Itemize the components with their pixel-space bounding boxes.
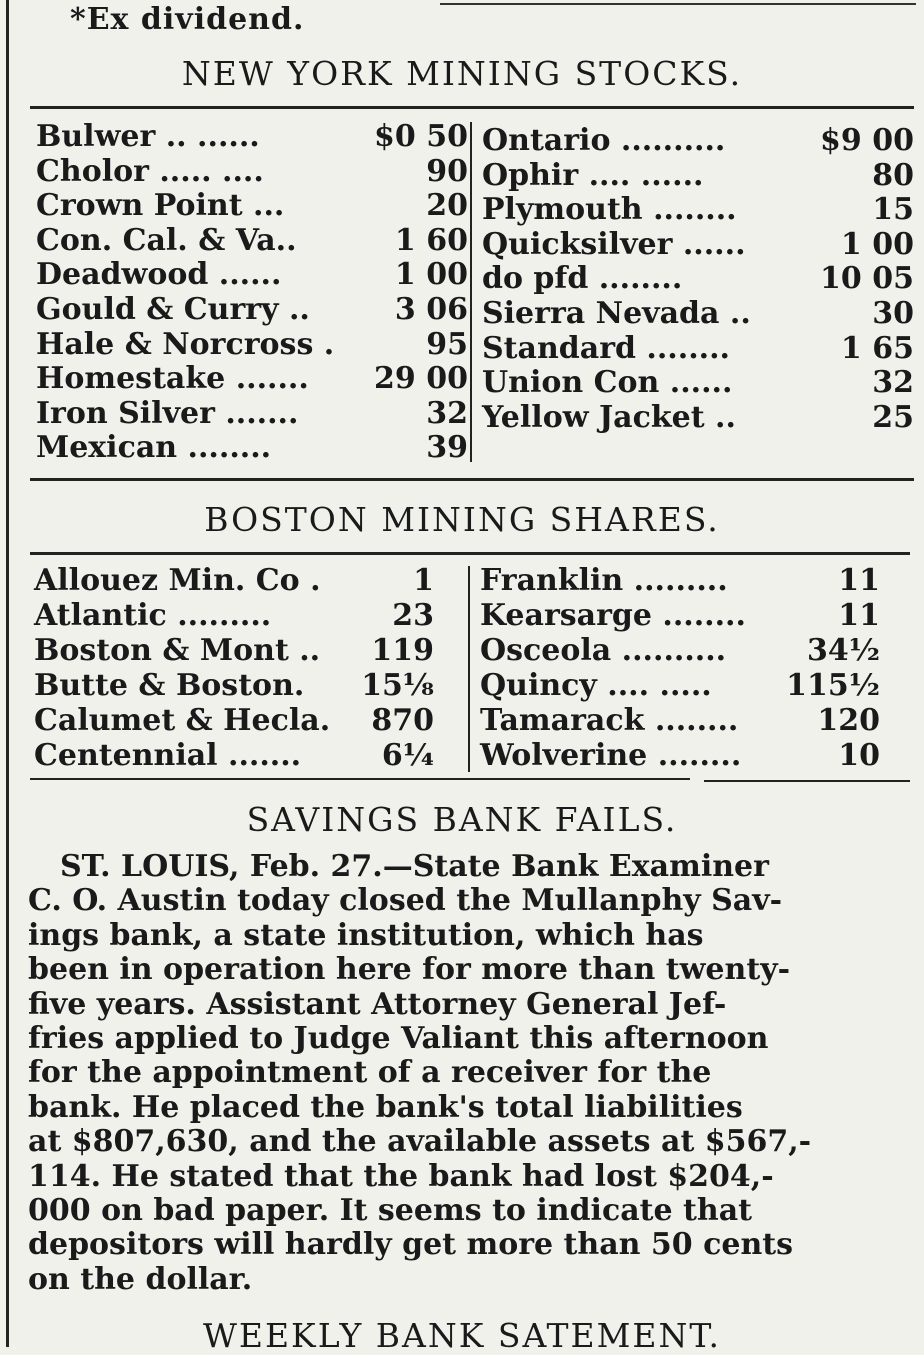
ny-right-table	[482, 124, 914, 464]
stock-price: 15	[872, 192, 914, 228]
stock-row	[482, 262, 914, 297]
stock-row	[36, 397, 468, 432]
article-line: ST. LOUIS, Feb. 27.—State Bank Examiner	[60, 849, 769, 884]
column-border-left	[6, 0, 9, 1347]
stock-row	[482, 124, 914, 159]
stock-name: Plymouth ........	[482, 192, 737, 228]
ny-top-rule	[30, 106, 914, 109]
article-headline: SAVINGS BANK FAILS.	[246, 800, 678, 839]
stock-name: Quicksilver ......	[482, 226, 746, 262]
article-line: for the appointment of a receiver for the	[28, 1055, 712, 1091]
stock-row	[482, 297, 914, 332]
stock-price: $9 00	[820, 123, 914, 158]
boston-bottom-rule-b	[704, 780, 910, 782]
stock-name: Union Con ......	[482, 365, 733, 401]
stock-name: Quincy .... .....	[480, 668, 712, 703]
stock-name: Bulwer .. ......	[36, 119, 260, 154]
stock-price: 30	[872, 296, 914, 331]
stock-price: 95	[426, 326, 468, 362]
stock-row	[480, 599, 880, 634]
stock-price: 90	[426, 153, 468, 189]
article-body	[28, 850, 908, 1297]
stock-price: 25	[872, 399, 914, 435]
ny-left-table	[36, 120, 468, 470]
stock-row	[36, 120, 468, 155]
ny-bottom-rule	[30, 478, 914, 481]
stock-price: 10 05	[820, 261, 914, 297]
stock-row	[480, 564, 880, 599]
stock-name: Crown Point ...	[36, 188, 285, 224]
article-line: depositors will hardly get more than 50 cents	[28, 1227, 794, 1263]
ny-column-divider	[470, 122, 472, 462]
stock-price: 20	[426, 188, 468, 224]
stock-price: 1 65	[840, 330, 914, 366]
stock-row	[480, 704, 880, 739]
stock-name: Standard ........	[482, 330, 730, 366]
stock-price: 32	[426, 395, 468, 431]
stock-price: 870	[371, 703, 434, 738]
stock-row	[482, 228, 914, 263]
stock-row	[480, 669, 880, 704]
stock-price: 120	[817, 703, 880, 738]
article-line: 000 on bad paper. It seems to indicate that	[28, 1193, 753, 1229]
stock-row	[36, 258, 468, 293]
stock-price: 1 60	[394, 222, 468, 258]
stock-price: 15⅛	[361, 668, 434, 703]
boston-column-divider	[468, 566, 470, 772]
stock-name: Ontario ..........	[482, 123, 726, 158]
stock-row	[36, 224, 468, 259]
stock-name: Wolverine ........	[480, 738, 742, 773]
article-line: bank. He placed the bank's total liabilities	[28, 1089, 743, 1125]
stock-name: Ophir .... ......	[482, 157, 704, 193]
article-line: at $807,630, and the available assets at $567,-	[28, 1124, 812, 1160]
stock-row	[482, 159, 914, 194]
stock-price: 11	[838, 598, 880, 633]
stock-row	[34, 669, 434, 704]
boston-bottom-rule-a	[30, 778, 690, 780]
stock-name: Deadwood ......	[36, 257, 282, 293]
article-line: five years. Assistant Attorney General Jef-	[28, 986, 727, 1022]
stock-name: Osceola ..........	[480, 633, 727, 668]
stock-price: 32	[872, 365, 914, 401]
article-line: ings bank, a state institution, which has	[28, 917, 704, 953]
article-line: fries applied to Judge Valiant this afternoon	[28, 1021, 769, 1057]
stock-name: do pfd ........	[482, 261, 683, 297]
stock-name: Yellow Jacket ..	[482, 399, 736, 435]
stock-name: Gould & Curry ..	[36, 292, 310, 327]
stock-price: 29 00	[374, 361, 468, 397]
stock-name: Kearsarge ........	[480, 598, 746, 633]
stock-price: 1 00	[840, 226, 914, 262]
stock-row	[36, 362, 468, 397]
stock-price: 11	[838, 563, 880, 598]
stock-price: $0 50	[374, 119, 468, 154]
stock-price: 10	[838, 738, 880, 773]
stock-name: Homestake .......	[36, 361, 309, 397]
stock-row	[34, 634, 434, 669]
stock-name: Calumet & Hecla.	[34, 703, 331, 738]
stock-name: Boston & Mont ..	[34, 633, 321, 668]
ex-dividend-note: *Ex dividend.	[70, 2, 305, 37]
stock-row	[34, 704, 434, 739]
boston-top-rule	[30, 552, 910, 555]
stock-price: 115½	[786, 668, 880, 703]
boston-mining-heading: BOSTON MINING SHARES.	[204, 500, 720, 539]
ny-mining-heading: NEW YORK MINING STOCKS.	[181, 54, 743, 93]
stock-row	[34, 739, 434, 774]
stock-name: Butte & Boston.	[34, 668, 305, 703]
stock-name: Franklin .........	[480, 563, 728, 598]
stock-price: 119	[371, 633, 434, 668]
stock-row	[34, 564, 434, 599]
article-line: C. O. Austin today closed the Mullanphy Sav-	[28, 883, 783, 919]
article-line: 114. He stated that the bank had lost $204,-	[28, 1158, 774, 1194]
stock-row	[482, 332, 914, 367]
stock-name: Mexican ........	[36, 430, 272, 466]
stock-row	[34, 599, 434, 634]
stock-price: 1	[413, 563, 434, 598]
article-line: been in operation here for more than twenty-	[28, 952, 791, 988]
stock-row	[36, 431, 468, 466]
stock-row	[480, 739, 880, 774]
stock-row	[480, 634, 880, 669]
stock-price: 34½	[806, 633, 880, 668]
boston-right-table	[480, 564, 880, 774]
stock-row	[482, 366, 914, 401]
next-article-headline: WEEKLY BANK SATEMENT.	[202, 1316, 722, 1355]
stock-name: Con. Cal. & Va..	[36, 222, 297, 258]
stock-row	[482, 193, 914, 228]
stock-name: Atlantic .........	[34, 598, 272, 633]
stock-price: 3 06	[394, 292, 468, 327]
stock-row	[36, 293, 468, 328]
stock-name: Centennial .......	[34, 738, 302, 773]
article-line: on the dollar.	[28, 1261, 253, 1297]
stock-price: 6¼	[381, 738, 434, 773]
stock-price: 1 00	[394, 257, 468, 293]
stock-row	[482, 401, 914, 436]
stock-price: 23	[392, 598, 434, 633]
stock-name: Tamarack ........	[480, 703, 739, 738]
stock-row	[36, 155, 468, 190]
boston-left-table	[34, 564, 434, 774]
stock-price: 80	[872, 157, 914, 193]
stock-name: Allouez Min. Co .	[34, 563, 321, 598]
top-divider	[440, 3, 916, 5]
stock-name: Cholor ..... ....	[36, 153, 264, 189]
stock-name: Iron Silver .......	[36, 395, 299, 431]
stock-name: Hale & Norcross .	[36, 326, 335, 362]
stock-name: Sierra Nevada ..	[482, 296, 751, 331]
stock-row	[36, 189, 468, 224]
stock-price: 39	[426, 430, 468, 466]
stock-row	[36, 328, 468, 363]
